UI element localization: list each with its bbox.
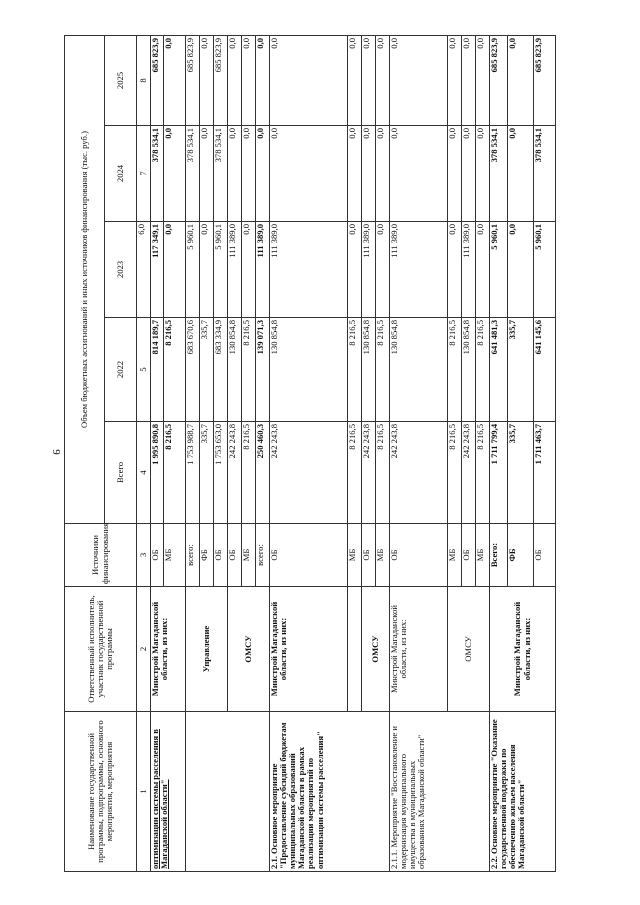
index-cell: 3 (137, 524, 151, 587)
value-cell: 1 753 988,7 (186, 422, 200, 524)
source-cell: ОБ (270, 524, 348, 587)
source-cell: ФБ (508, 524, 534, 587)
index-cell: 8 (137, 36, 151, 126)
header-source: Источники финансирования (65, 524, 137, 587)
value-cell: 130 854,8 (462, 318, 476, 422)
header-all: Всего (105, 422, 137, 524)
executor-cell: Минстрой Магаданской области, из них: (151, 587, 186, 712)
program-name-cell: оптимизации системы расселения в Магаданской области" (151, 712, 186, 872)
value-cell: 5 960,1 (186, 222, 200, 318)
value-cell: 5 960,1 (214, 222, 228, 318)
source-cell: МБ (348, 524, 362, 587)
table-container (64, 36, 632, 872)
index-cell: 4 (137, 422, 151, 524)
value-cell: 1 711 463,7 (534, 422, 556, 524)
value-cell: 1 753 653,0 (214, 422, 228, 524)
value-cell: 0,0 (242, 36, 256, 126)
source-cell: ОБ (151, 524, 164, 587)
value-cell: 0,0 (164, 126, 186, 222)
value-cell: 335,7 (200, 422, 214, 524)
source-cell: ФБ (200, 524, 214, 587)
executor-cell: ОМСУ (228, 587, 270, 712)
value-cell: 0,0 (270, 126, 348, 222)
value-cell: 0,0 (348, 126, 362, 222)
value-cell: 0,0 (476, 126, 490, 222)
value-cell: 8 216,5 (448, 318, 462, 422)
executor-cell: ОМСУ (362, 587, 390, 712)
value-cell: 683 670,6 (186, 318, 200, 422)
value-cell: 0,0 (376, 126, 390, 222)
source-cell: МБ (376, 524, 390, 587)
value-cell: 0,0 (242, 126, 256, 222)
executor-cell (348, 587, 362, 712)
index-cell: 7 (137, 126, 151, 222)
source-cell: всего: (256, 524, 270, 587)
value-cell: 378 534,1 (186, 126, 200, 222)
value-cell: 0,0 (164, 36, 186, 126)
value-cell: 0,0 (200, 126, 214, 222)
source-cell: ОБ (390, 524, 448, 587)
value-cell: 8 216,5 (348, 422, 362, 524)
financing-table (64, 35, 556, 872)
source-cell: МБ (164, 524, 186, 587)
source-cell: МБ (242, 524, 256, 587)
value-cell: 0,0 (362, 126, 376, 222)
value-cell: 8 216,5 (376, 318, 390, 422)
value-cell: 0,0 (508, 126, 534, 222)
value-cell: 1 711 799,4 (490, 422, 508, 524)
value-cell: 0,0 (476, 222, 490, 318)
value-cell: 242 243,8 (362, 422, 376, 524)
table-row (270, 36, 348, 872)
value-cell: 685 823,9 (490, 36, 508, 126)
value-cell: 0,0 (462, 36, 476, 126)
source-cell: ОБ (534, 524, 556, 587)
value-cell: 242 243,8 (270, 422, 348, 524)
value-cell: 8 216,5 (242, 422, 256, 524)
value-cell: 0,0 (390, 126, 448, 222)
value-cell: 378 534,1 (490, 126, 508, 222)
value-cell: 8 216,5 (376, 422, 390, 524)
value-cell: 378 534,1 (151, 126, 164, 222)
value-cell: 378 534,1 (534, 126, 556, 222)
value-cell: 683 334,9 (214, 318, 228, 422)
value-cell: 0,0 (200, 36, 214, 126)
header-year-2024: 2024 (105, 126, 137, 222)
value-cell: 641 481,3 (490, 318, 508, 422)
value-cell: 111 389,0 (270, 222, 348, 318)
value-cell: 0,0 (376, 222, 390, 318)
index-cell: 6,0 (137, 222, 151, 318)
executor-cell: Минстрой Магаданской области, из них: (490, 587, 556, 712)
value-cell: 8 216,5 (164, 422, 186, 524)
value-cell: 641 145,6 (534, 318, 556, 422)
value-cell: 0,0 (448, 126, 462, 222)
value-cell: 130 854,8 (228, 318, 242, 422)
value-cell: 0,0 (256, 36, 270, 126)
value-cell: 130 854,8 (390, 318, 448, 422)
value-cell: 0,0 (348, 222, 362, 318)
header-financing-group: Объем бюджетных ассигнований и иных источников финансирования (тыс. руб.) (65, 36, 105, 524)
value-cell: 814 189,7 (151, 318, 164, 422)
value-cell: 8 216,5 (448, 422, 462, 524)
index-cell: 2 (137, 587, 151, 712)
value-cell: 0,0 (270, 36, 348, 126)
value-cell: 111 389,0 (462, 222, 476, 318)
header-executor: Ответственный исполнитель, участник государственной программы (65, 587, 137, 712)
index-cell: 1 (137, 712, 151, 872)
value-cell: 0,0 (362, 36, 376, 126)
table-row (390, 36, 448, 872)
value-cell: 8 216,5 (348, 318, 362, 422)
program-name-cell: 2.2. Основное мероприятие "Оказание государственной поддержки по обеспечению жильем населения Магаданской области" (490, 712, 556, 872)
program-name-cell (186, 712, 270, 872)
value-cell: 0,0 (256, 126, 270, 222)
value-cell: 117 349,1 (151, 222, 164, 318)
value-cell: 8 216,5 (242, 318, 256, 422)
header-row (65, 36, 105, 872)
source-cell: МБ (476, 524, 490, 587)
index-row (137, 36, 151, 872)
executor-cell: Управление (186, 587, 228, 712)
value-cell: 0,0 (348, 36, 362, 126)
value-cell: 0,0 (228, 126, 242, 222)
source-cell: МБ (448, 524, 462, 587)
value-cell: 111 389,0 (390, 222, 448, 318)
value-cell: 111 389,0 (362, 222, 376, 318)
value-cell: 0,0 (200, 222, 214, 318)
value-cell: 685 823,9 (186, 36, 200, 126)
executor-cell: Минстрой Магаданской области, из них: (390, 587, 448, 712)
value-cell: 139 071,3 (256, 318, 270, 422)
value-cell: 685 823,9 (534, 36, 556, 126)
value-cell: 1 995 890,8 (151, 422, 164, 524)
source-cell: ОБ (214, 524, 228, 587)
value-cell: 0,0 (242, 222, 256, 318)
value-cell: 242 243,8 (390, 422, 448, 524)
index-cell: 5 (137, 318, 151, 422)
source-cell: ОБ (462, 524, 476, 587)
header-year-2023: 2023 (105, 222, 137, 318)
program-name-cell: 2.1.1. Мероприятие "Восстановление и модернизация муниципального имущества в муниципальных образованиях Магаданской области" (390, 712, 490, 872)
value-cell: 0,0 (448, 36, 462, 126)
program-name-cell: 2.1. Основное мероприятие "Предоставление субсидий бюджетам муниципальных образований Магаданской области в рамках реализации мероприятий по оптимизации системы расселения" (270, 712, 390, 872)
value-cell: 335,7 (200, 318, 214, 422)
value-cell: 8 216,5 (164, 318, 186, 422)
value-cell: 685 823,9 (214, 36, 228, 126)
value-cell: 242 243,8 (228, 422, 242, 524)
value-cell: 0,0 (462, 126, 476, 222)
value-cell: 0,0 (448, 222, 462, 318)
value-cell: 335,7 (508, 422, 534, 524)
rotated-page (64, 36, 632, 872)
value-cell: 0,0 (508, 36, 534, 126)
value-cell: 0,0 (164, 222, 186, 318)
page-number: 9 (50, 449, 62, 455)
table-row (151, 36, 164, 872)
value-cell: 0,0 (228, 36, 242, 126)
value-cell: 130 854,8 (270, 318, 348, 422)
value-cell: 0,0 (476, 36, 490, 126)
value-cell: 5 960,1 (490, 222, 508, 318)
value-cell: 8 216,5 (476, 422, 490, 524)
header-year-2022: 2022 (105, 318, 137, 422)
value-cell: 111 389,0 (256, 222, 270, 318)
value-cell: 0,0 (376, 36, 390, 126)
executor-cell: ОМСУ (448, 587, 490, 712)
value-cell: 0,0 (390, 36, 448, 126)
value-cell: 8 216,5 (476, 318, 490, 422)
value-cell: 335,7 (508, 318, 534, 422)
value-cell: 378 534,1 (214, 126, 228, 222)
value-cell: 250 460,3 (256, 422, 270, 524)
executor-cell: Минстрой Магаданской области, из них: (270, 587, 348, 712)
source-cell: Всего: (490, 524, 508, 587)
source-cell: всего: (186, 524, 200, 587)
value-cell: 0,0 (508, 222, 534, 318)
value-cell: 685 823,9 (151, 36, 164, 126)
table-row (186, 36, 200, 872)
header-name: Наименование государственной программы, подпрограммы, основного мероприятия, мероприятия (65, 712, 137, 872)
value-cell: 242 243,8 (462, 422, 476, 524)
value-cell: 111 389,0 (228, 222, 242, 318)
value-cell: 5 960,1 (534, 222, 556, 318)
header-year-2025: 2025 (105, 36, 137, 126)
source-cell: ОБ (362, 524, 376, 587)
source-cell: ОБ (228, 524, 242, 587)
value-cell: 130 854,8 (362, 318, 376, 422)
table-row (490, 36, 508, 872)
